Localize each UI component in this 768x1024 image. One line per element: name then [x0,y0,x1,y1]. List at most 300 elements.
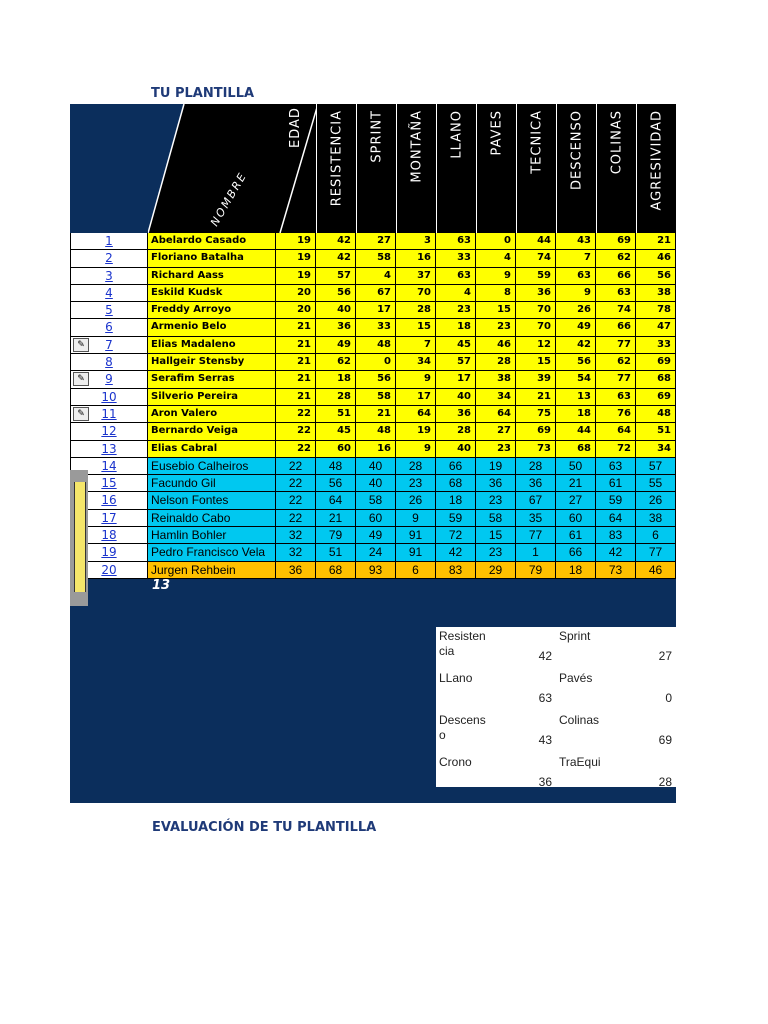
player-edad: 32 [276,544,316,561]
player-stat-cell: 36 [436,406,476,423]
player-stat-cell: 57 [436,354,476,371]
player-stat-cell: 15 [516,354,556,371]
player-edad: 20 [276,302,316,319]
player-stat-cell: 34 [476,389,516,406]
player-stat-cell: 70 [516,319,556,336]
player-stat-cell: 67 [356,285,396,302]
player-stat-cell: 66 [436,458,476,475]
summary-panel [436,627,676,787]
player-number-cell [70,337,148,354]
player-stat-cell: 23 [476,441,516,458]
player-stat-cell: 45 [316,423,356,440]
table-row [148,510,676,527]
player-name: Hallgeir Stensby [148,354,276,371]
player-number-link[interactable]: 4 [105,285,113,300]
player-stat-cell: 36 [516,285,556,302]
player-stat-cell: 51 [316,406,356,423]
player-stat-cell: 78 [636,302,676,319]
player-stat-cell: 42 [316,233,356,250]
player-stat-cell: 33 [436,250,476,267]
player-stat-cell: 57 [636,458,676,475]
player-stat-cell: 18 [436,319,476,336]
player-stat-cell: 19 [396,423,436,440]
table-row [148,371,676,388]
player-edad: 22 [276,510,316,527]
summary-value: 43 [538,733,552,747]
player-edad: 22 [276,406,316,423]
player-stat-cell: 38 [476,371,516,388]
player-stat-cell: 51 [316,544,356,561]
summary-item [556,669,676,709]
player-number-link[interactable]: 12 [101,424,117,439]
player-stat-cell: 58 [356,250,396,267]
player-number-cell [70,268,148,285]
player-stat-cell: 69 [596,233,636,250]
summary-item [436,669,556,709]
player-edad: 21 [276,389,316,406]
player-number-link[interactable]: 15 [101,476,117,491]
column-header-6 [556,104,596,233]
player-stat-cell: 13 [556,389,596,406]
player-stat-cell: 64 [596,510,636,527]
summary-value: 63 [538,691,552,705]
player-stat-cell: 69 [636,354,676,371]
player-number-link[interactable]: 18 [101,528,117,543]
player-stat-cell: 40 [316,302,356,319]
player-stat-cell: 67 [516,492,556,509]
player-stat-cell: 70 [396,285,436,302]
player-stat-cell: 23 [436,302,476,319]
player-stat-cell: 26 [556,302,596,319]
player-number-cell [70,423,148,440]
summary-label: Descenso [439,713,486,742]
player-stat-cell: 36 [316,319,356,336]
table-row [148,406,676,423]
table-row [148,285,676,302]
player-stat-cell: 49 [556,319,596,336]
summary-item [436,627,556,667]
player-stat-cell: 21 [316,510,356,527]
player-stat-cell: 91 [396,527,436,544]
summary-label: Sprint [559,629,591,643]
player-stat-cell: 45 [436,337,476,354]
summary-item [436,711,556,751]
column-header-2 [396,104,436,233]
player-stat-cell: 72 [436,527,476,544]
player-edad: 36 [276,562,316,579]
player-number-link[interactable]: 10 [101,389,117,404]
player-stat-cell: 8 [476,285,516,302]
summary-item [556,627,676,667]
player-stat-cell: 55 [636,475,676,492]
player-stat-cell: 42 [316,250,356,267]
player-number-cell [70,250,148,267]
table-row [148,268,676,285]
table-row [148,389,676,406]
player-stat-cell: 33 [636,337,676,354]
player-name: Nelson Fontes [148,492,276,509]
player-number-link[interactable]: 1 [105,234,113,248]
player-name: Freddy Arroyo [148,302,276,319]
summary-label: Pavés [559,671,593,685]
player-number-link[interactable]: 2 [105,251,113,266]
player-stat-cell: 27 [476,423,516,440]
table-row [148,354,676,371]
player-stat-cell: 61 [596,475,636,492]
player-stat-cell: 21 [356,406,396,423]
player-stat-cell: 26 [396,492,436,509]
player-stat-cell: 23 [476,319,516,336]
player-stat-cell: 48 [636,406,676,423]
player-name: Elias Madaleno [148,337,276,354]
player-stat-cell: 56 [636,268,676,285]
player-stat-cell: 63 [436,268,476,285]
summary-value: 28 [658,775,672,789]
player-stat-cell: 16 [396,250,436,267]
player-stat-cell: 77 [636,544,676,561]
player-stat-cell: 7 [396,337,436,354]
table-row [148,302,676,319]
note-icon[interactable]: ✎ [73,407,89,421]
player-number-link[interactable]: 19 [101,545,117,560]
player-name: Hamlin Bohler [148,527,276,544]
player-stat-cell: 48 [316,458,356,475]
summary-item [556,753,676,793]
column-header-8 [636,104,676,233]
player-stat-cell: 36 [516,475,556,492]
player-stat-cell: 49 [316,337,356,354]
player-stat-cell: 69 [636,389,676,406]
player-stat-cell: 17 [436,371,476,388]
player-number-link[interactable]: 7 [105,337,113,352]
player-table [148,233,676,579]
table-row [148,233,676,250]
player-stat-cell: 72 [596,441,636,458]
player-stat-cell: 34 [636,441,676,458]
player-stat-cell: 75 [516,406,556,423]
summary-value: 69 [658,733,672,747]
player-stat-cell: 9 [396,441,436,458]
player-stat-cell: 49 [356,527,396,544]
column-header-label: RESISTENCIA [329,110,344,207]
player-stat-cell: 35 [516,510,556,527]
player-stat-cell: 38 [636,510,676,527]
note-icon[interactable]: ✎ [73,372,89,386]
player-stat-cell: 66 [596,268,636,285]
page-title: TU PLANTILLA [151,86,255,101]
player-stat-cell: 63 [596,458,636,475]
summary-item [436,753,556,793]
player-stat-cell: 93 [356,562,396,579]
player-stat-cell: 54 [556,371,596,388]
player-stat-cell: 9 [476,268,516,285]
player-edad: 32 [276,527,316,544]
player-stat-cell: 29 [476,562,516,579]
player-stat-cell: 79 [516,562,556,579]
player-number-link[interactable]: 11 [101,406,117,421]
player-stat-cell: 18 [556,406,596,423]
player-number-cell [70,233,148,250]
player-stat-cell: 7 [556,250,596,267]
player-stat-cell: 62 [596,250,636,267]
summary-label: TraEqui [559,755,601,769]
player-stat-cell: 21 [556,475,596,492]
table-row [148,319,676,336]
player-stat-cell: 34 [396,354,436,371]
player-stat-cell: 9 [396,371,436,388]
player-name: Reinaldo Cabo [148,510,276,527]
player-stat-cell: 26 [636,492,676,509]
player-stat-cell: 77 [516,527,556,544]
player-stat-cell: 0 [476,233,516,250]
player-edad: 19 [276,268,316,285]
edad-header: EDAD [288,107,303,148]
summary-item [556,711,676,751]
column-header-label: COLINAS [609,110,624,175]
player-stat-cell: 60 [316,441,356,458]
player-edad: 21 [276,337,316,354]
player-stat-cell: 23 [396,475,436,492]
player-stat-cell: 46 [476,337,516,354]
player-stat-cell: 47 [636,319,676,336]
player-stat-cell: 44 [556,423,596,440]
player-number-link[interactable]: 9 [105,372,113,387]
table-row [148,527,676,544]
player-stat-cell: 63 [436,233,476,250]
player-name: Abelardo Casado [148,233,276,250]
player-stat-cell: 64 [596,423,636,440]
player-stat-cell: 42 [596,544,636,561]
player-stat-cell: 15 [476,527,516,544]
table-row [148,441,676,458]
column-header-label: TECNICA [529,110,544,174]
player-stat-cell: 24 [356,544,396,561]
player-stat-cell: 27 [356,233,396,250]
player-stat-cell: 76 [596,406,636,423]
table-row [148,423,676,440]
player-stat-cell: 0 [356,354,396,371]
player-stat-cell: 58 [476,510,516,527]
player-stat-cell: 40 [436,389,476,406]
player-number-link[interactable]: 8 [105,355,113,370]
player-name: Eusebio Calheiros [148,458,276,475]
nombre-header: NOMBRE [208,169,250,229]
player-stat-cell: 50 [556,458,596,475]
column-header-label: AGRESIVIDAD [649,110,664,211]
player-stat-cell: 48 [356,337,396,354]
player-stat-cell: 51 [636,423,676,440]
player-stat-cell: 28 [436,423,476,440]
player-stat-cell: 28 [476,354,516,371]
player-edad: 21 [276,354,316,371]
column-header-0 [316,104,356,233]
player-stat-cell: 60 [356,510,396,527]
player-stat-cell: 17 [396,389,436,406]
player-name: Elias Cabral [148,441,276,458]
player-stat-cell: 23 [476,544,516,561]
player-stat-cell: 28 [396,302,436,319]
player-stat-cell: 6 [396,562,436,579]
player-stat-cell: 77 [596,371,636,388]
column-header-3 [436,104,476,233]
player-number-cell [70,354,148,371]
player-stat-cell: 4 [476,250,516,267]
column-header-label: PAVES [489,110,504,156]
player-number-link[interactable]: 17 [101,510,117,525]
player-number-link[interactable]: 6 [105,320,113,335]
player-number-cell [70,441,148,458]
player-edad: 22 [276,475,316,492]
player-stat-cell: 46 [636,562,676,579]
table-row [148,544,676,561]
player-stat-cell: 3 [396,233,436,250]
player-stat-cell: 56 [316,475,356,492]
player-number-link[interactable]: 13 [101,441,117,456]
player-stat-cell: 21 [636,233,676,250]
player-stat-cell: 44 [516,233,556,250]
player-name: Facundo Gil [148,475,276,492]
player-name: Pedro Francisco Vela [148,544,276,561]
player-stat-cell: 12 [516,337,556,354]
player-stat-cell: 83 [436,562,476,579]
player-stat-cell: 70 [516,302,556,319]
column-header-label: SPRINT [369,110,384,163]
player-number-cell [70,406,148,423]
column-header-label: LLANO [449,110,464,159]
table-row [148,475,676,492]
player-number-link[interactable]: 3 [105,268,113,283]
player-stat-cell: 73 [516,441,556,458]
player-stat-cell: 28 [516,458,556,475]
player-stat-cell: 59 [436,510,476,527]
player-stat-cell: 68 [556,441,596,458]
column-header-5 [516,104,556,233]
player-stat-cell: 15 [396,319,436,336]
player-edad: 21 [276,371,316,388]
player-stat-cell: 42 [436,544,476,561]
player-stat-cell: 61 [556,527,596,544]
player-stat-cell: 43 [556,233,596,250]
player-edad: 22 [276,441,316,458]
column-header-1 [356,104,396,233]
player-stat-cell: 19 [476,458,516,475]
player-stat-cell: 28 [316,389,356,406]
player-stat-cell: 68 [636,371,676,388]
player-name: Eskild Kudsk [148,285,276,302]
note-icon[interactable]: ✎ [73,338,89,352]
player-stat-cell: 9 [396,510,436,527]
player-edad: 22 [276,492,316,509]
player-stat-cell: 69 [516,423,556,440]
player-stat-cell: 38 [636,285,676,302]
scrollbar-thumb[interactable] [74,482,86,592]
summary-value: 27 [658,649,672,663]
player-stat-cell: 17 [356,302,396,319]
player-stat-cell: 56 [556,354,596,371]
summary-label: Crono [439,755,472,769]
player-edad: 22 [276,423,316,440]
player-name: Serafim Serras [148,371,276,388]
section-title: EVALUACIÓN DE TU PLANTILLA [152,820,377,835]
column-header-7 [596,104,636,233]
player-name: Silverio Pereira [148,389,276,406]
player-edad: 19 [276,233,316,250]
player-stat-cell: 74 [596,302,636,319]
player-stat-cell: 74 [516,250,556,267]
summary-value: 0 [665,691,672,705]
table-row [148,250,676,267]
player-stat-cell: 42 [556,337,596,354]
player-stat-cell: 4 [356,268,396,285]
player-name: Bernardo Veiga [148,423,276,440]
player-name: Richard Aass [148,268,276,285]
player-stat-cell: 64 [396,406,436,423]
player-stat-cell: 62 [316,354,356,371]
summary-label: Colinas [559,713,600,727]
player-stat-cell: 33 [356,319,396,336]
player-stat-cell: 40 [356,458,396,475]
column-header-4 [476,104,516,233]
summary-value: 42 [538,649,552,663]
player-edad: 19 [276,250,316,267]
player-number-link[interactable]: 14 [101,458,117,473]
player-stat-cell: 48 [356,423,396,440]
player-stat-cell: 56 [316,285,356,302]
player-stat-cell: 18 [316,371,356,388]
player-number-link[interactable]: 20 [101,562,117,577]
player-stat-cell: 83 [596,527,636,544]
player-stat-cell: 1 [516,544,556,561]
player-stat-cell: 59 [596,492,636,509]
player-stat-cell: 21 [516,389,556,406]
player-number-link[interactable]: 16 [101,493,117,508]
player-stat-cell: 63 [556,268,596,285]
player-stat-cell: 57 [316,268,356,285]
player-stat-cell: 37 [396,268,436,285]
player-stat-cell: 18 [556,562,596,579]
player-stat-cell: 91 [396,544,436,561]
scrollbar[interactable] [70,470,88,606]
player-number-cell [70,371,148,388]
player-stat-cell: 66 [596,319,636,336]
player-stat-cell: 56 [356,371,396,388]
table-row [148,492,676,509]
player-stat-cell: 28 [396,458,436,475]
player-stat-cell: 16 [356,441,396,458]
player-edad: 22 [276,458,316,475]
player-stat-cell: 40 [436,441,476,458]
table-row [148,337,676,354]
player-edad: 21 [276,319,316,336]
player-stat-cell: 58 [356,492,396,509]
column-header-label: MONTAÑA [409,110,424,183]
player-stat-cell: 15 [476,302,516,319]
player-stat-cell: 27 [556,492,596,509]
player-stat-cell: 68 [436,475,476,492]
player-name: Aron Valero [148,406,276,423]
player-number-cell [70,389,148,406]
player-stat-cell: 66 [556,544,596,561]
player-stat-cell: 60 [556,510,596,527]
player-edad: 20 [276,285,316,302]
player-stat-cell: 59 [516,268,556,285]
player-name: Jurgen Rehbein [148,562,276,579]
player-count: 13 [152,578,171,593]
player-stat-cell: 63 [596,285,636,302]
player-number-link[interactable]: 5 [105,303,113,318]
summary-label: LLano [439,671,473,685]
player-stat-cell: 64 [476,406,516,423]
